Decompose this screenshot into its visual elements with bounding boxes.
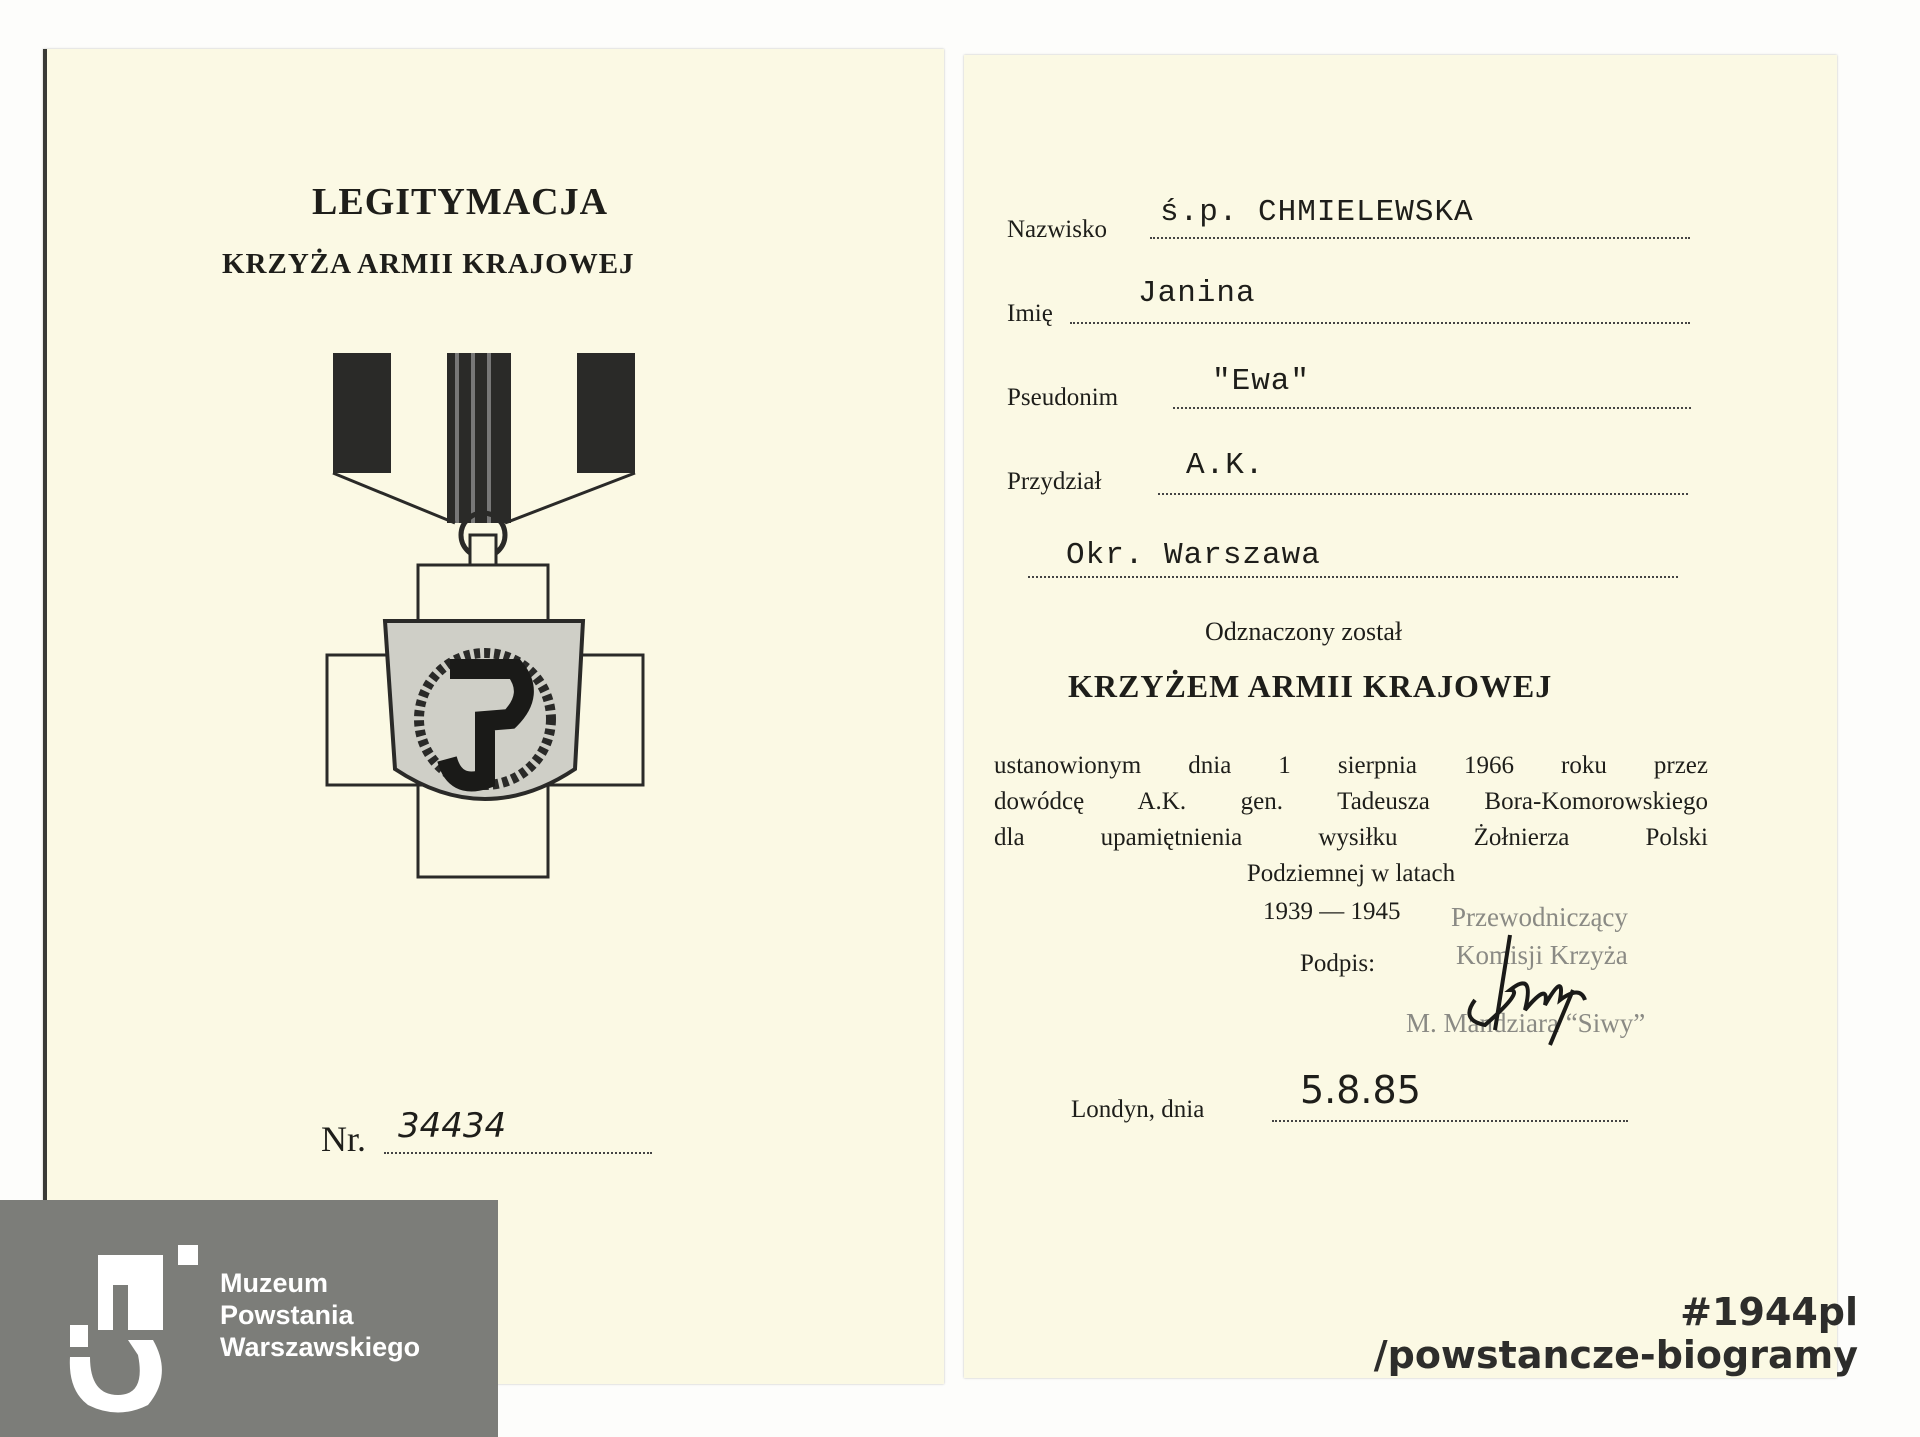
description-line: ustanowionym dnia 1 sierpnia 1966 roku przez (994, 752, 1708, 779)
assignment-2-dotted-line (1028, 576, 1678, 578)
document-subtitle: KRZYŻA ARMII KRAJOWEJ (222, 248, 635, 280)
biography-path-text: /powstancze-biogramy (1373, 1333, 1858, 1377)
museum-anchor-logo-icon (68, 1245, 203, 1415)
assignment-value: A.K. (1186, 448, 1265, 483)
date-value: 5.8.85 (1300, 1068, 1421, 1112)
signer-name: M. Mandziara “Siwy” (1406, 1008, 1646, 1038)
description-line: dla upamiętnienia wysiłku Żołnierza Polski (994, 824, 1708, 851)
years: 1939 — 1945 (1263, 898, 1401, 925)
museum-name-line: Warszawskiego (220, 1332, 421, 1362)
first-name-value: Janina (1138, 276, 1256, 311)
assignment-label: Przydział (1007, 468, 1102, 495)
number-value: 34434 (398, 1106, 507, 1146)
museum-name-line: Muzeum (220, 1268, 328, 1298)
pseudonym-value: "Ewa" (1212, 364, 1311, 399)
awarded-label: Odznaczony został (1205, 617, 1403, 646)
document-title: LEGITYMACJA (312, 181, 609, 223)
place-date-label: Londyn, dnia (1071, 1096, 1205, 1123)
first-name-label: Imię (1007, 300, 1053, 327)
description-line: Podziemnej w latach (1246, 860, 1456, 887)
surname-value: ś.p. CHMIELEWSKA (1160, 195, 1474, 230)
commission-title: Komisji Krzyża (1456, 940, 1628, 970)
first-name-dotted-line (1070, 322, 1690, 324)
hashtag-text: #1944pl (1680, 1290, 1858, 1334)
chairman-title: Przewodniczący (1451, 902, 1628, 932)
number-dotted-line (384, 1152, 652, 1154)
surname-dotted-line (1150, 237, 1690, 239)
handwritten-signature-icon (1455, 930, 1605, 1050)
pseudonym-dotted-line (1173, 407, 1691, 409)
award-description (994, 748, 1708, 892)
date-dotted-line (1272, 1120, 1628, 1122)
award-name: KRZYŻEM ARMII KRAJOWEJ (1068, 668, 1553, 704)
museum-logo-panel (0, 1200, 498, 1437)
pseudonym-label: Pseudonim (1007, 384, 1119, 411)
assignment-value-2: Okr. Warszawa (1066, 538, 1321, 573)
signature-label: Podpis: (1300, 950, 1376, 977)
description-line: dowódcę A.K. gen. Tadeusza Bora-Komorowskiego (994, 788, 1708, 815)
museum-name-line: Powstania (220, 1300, 354, 1330)
right-page (964, 55, 1837, 1378)
cross-medal-icon (325, 349, 645, 884)
assignment-dotted-line (1158, 493, 1688, 495)
number-label: Nr. (321, 1119, 366, 1159)
surname-label: Nazwisko (1007, 216, 1107, 243)
